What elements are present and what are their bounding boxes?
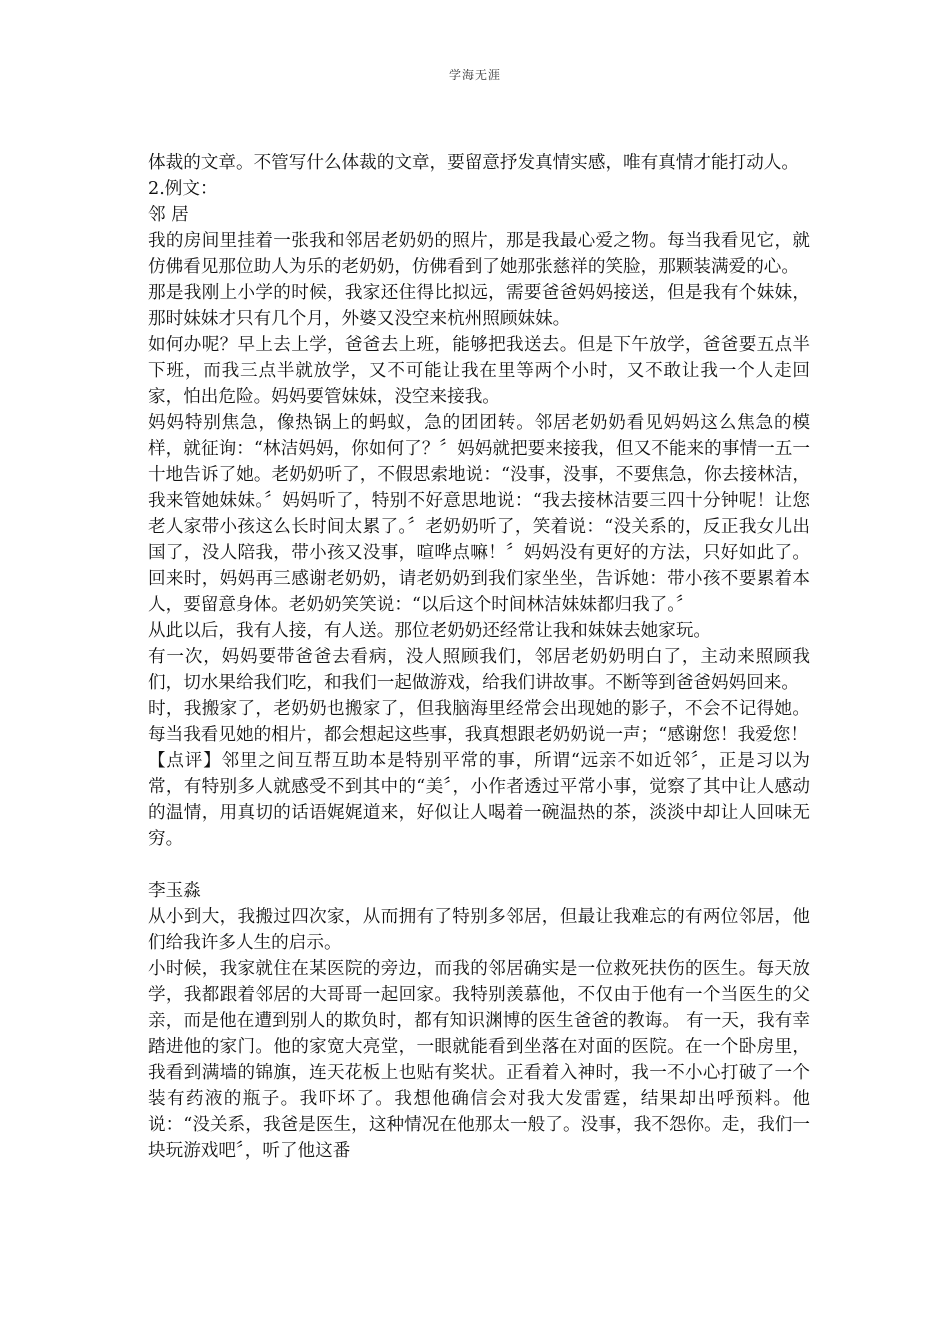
paragraph: 2.例文： <box>148 179 218 199</box>
paragraph: 从小到大，我搬过四次家，从而拥有了特别多邻居，但最让我难忘的有两位邻居，他们给我许多人生的启示。 <box>148 907 810 953</box>
paragraph: 时，我搬家了，老奶奶也搬家了，但我脑海里经常会出现她的影子，不会不记得她。每当我看见她的相片，都会想起这些事，我真想跟老奶奶说一声；“感谢您！我爱您！ <box>148 699 810 745</box>
paragraph: 妈妈特别焦急，像热锅上的蚂蚁，急的团团转。邻居老奶奶看见妈妈这么焦急的模样，就征询：“林洁妈妈，你如何了？〞妈妈就把要来接我，但又不能来的事情一五一十地告诉了她。老奶奶听了，不假思索地说：“没事，没事，不要焦急，你去接林洁，我来管她妹妹。〞妈妈听了，特别不好意思地说：“我去接林洁要三四十分钟呢！让您老人家带小孩这么长时间太累了。〞老奶奶听了，笑着说：“没关系的，反正我女儿出国了，没人陪我，带小孩又没事，喧哗点嘛！〞妈妈没有更好的方法，只好如此了。回来时，妈妈再三感谢老奶奶，请老奶奶到我们家坐坐，告诉她：带小孩不要累着本人，要留意身体。老奶奶笑笑说：“以后这个时间林洁妹妹都归我了。〞 <box>148 413 810 615</box>
paragraph: 从此以后，我有人接，有人送。那位老奶奶还经常让我和妹妹去她家玩。 <box>148 621 712 641</box>
commentary-paragraph: 【点评】邻里之间互帮互助本是特别平常的事，所谓“远亲不如近邻〞，正是习以为常，有特别多人就感受不到其中的“美〞，小作者透过平常小事，觉察了其中让人感动的温情，用真切的话语娓娓道来，好似让人喝着一碗温热的茶，淡淡中却让人回味无穷。 <box>148 751 810 849</box>
paragraph: 体裁的文章。不管写什么体裁的文章，要留意抒发真情实感，唯有真情才能打动人。 <box>148 153 799 173</box>
article-body <box>148 150 810 1164</box>
essay-title: 邻 居 <box>148 205 189 225</box>
paragraph: 那是我刚上小学的时候，我家还住得比拟远，需要爸爸妈妈接送，但是我有个妹妹，那时妹妹才只有几个月，外婆又没空来杭州照顾妹妹。 <box>148 283 810 329</box>
author-name: 李玉淼 <box>148 881 201 901</box>
paragraph: 如何办呢？早上去上学，爸爸去上班，能够把我送去。但是下午放学，爸爸要五点半下班，而我三点半就放学，又不可能让我在里等两个小时，又不敢让我一个人走回家，怕出危险。妈妈要管妹妹，没空来接我。 <box>148 335 810 407</box>
paragraph: 小时候，我家就住在某医院的旁边，而我的邻居确实是一位救死扶伤的医生。每天放学，我都跟着邻居的大哥哥一起回家。我特别羡慕他，不仅由于他有一个当医生的父亲，而是他在遭到别人的欺负时，都有知识渊博的医生爸爸的教诲。 有一天，我有幸踏进他的家门。他的家宽大亮堂，一眼就能看到坐落在对面的医院。在一个卧房里，我看到满墙的锦旗，连天花板上也贴有奖状。正看着入神时，我一不小心打破了一个装有药液的瓶子。我吓坏了。我想他确信会对我大发雷霆，结果却出呼预料。他说：“没关系，我爸是医生，这种情况在他那太一般了。没事，我不怨你。走，我们一块玩游戏吧〞，听了他这番 <box>148 959 810 1161</box>
paragraph: 我的房间里挂着一张我和邻居老奶奶的照片，那是我最心爱之物。每当我看见它，就仿佛看见那位助人为乐的老奶奶，仿佛看到了她那张慈祥的笑脸，那颗装满爱的心。 <box>148 231 810 277</box>
blank-line <box>148 852 810 878</box>
paragraph: 有一次，妈妈要带爸爸去看病，没人照顾我们，邻居老奶奶明白了，主动来照顾我们，切水果给我们吃，和我们一起做游戏，给我们讲故事。不断等到爸爸妈妈回来。 <box>148 647 810 693</box>
page-header: 学海无涯 <box>448 68 501 82</box>
